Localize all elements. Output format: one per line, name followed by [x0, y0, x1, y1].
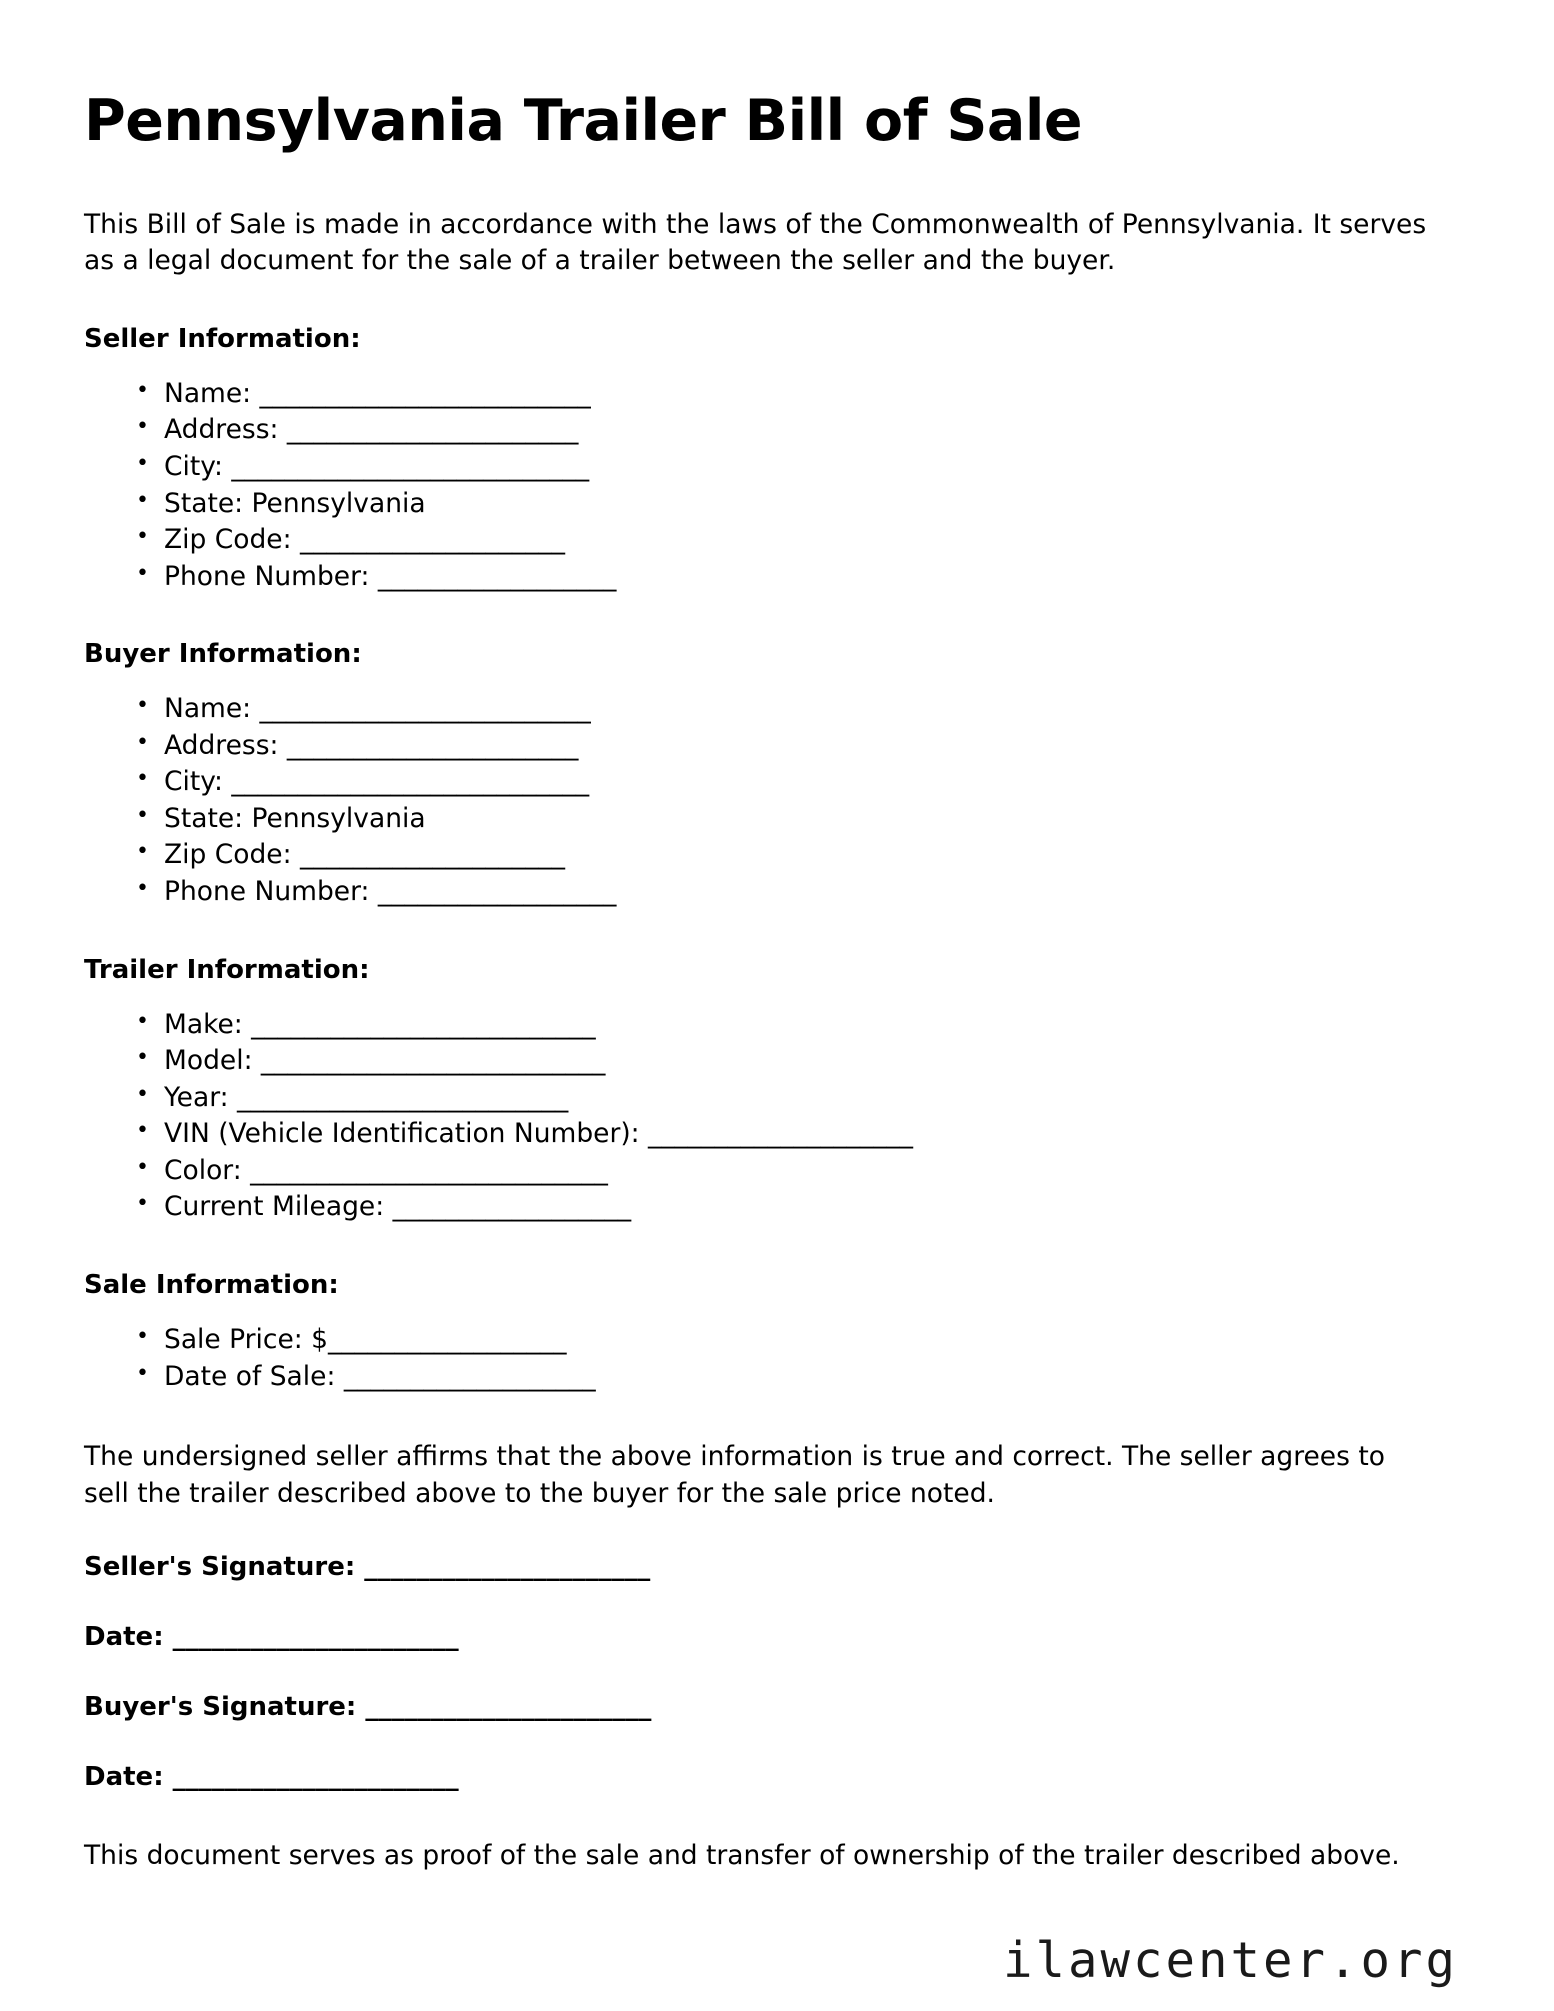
closing-paragraph: The undersigned seller affirms that the above information is true and correct. The seller agrees to sell the trailer described above to the buyer for the sale price noted. [84, 1441, 1385, 1509]
field-blank[interactable]: __________________ [392, 1191, 632, 1223]
list-item [130, 412, 1454, 449]
field-blank[interactable]: ____________________ [648, 1118, 914, 1150]
seller-information-heading: Seller Information: [84, 323, 361, 354]
intro-paragraph: This Bill of Sale is made in accordance with the laws of the Commonwealth of Pennsylvania. It serves as a legal document for the sale of a trailer between the seller and the buyer. [84, 208, 1427, 277]
list-item [130, 1007, 1454, 1044]
field-blank[interactable]: ___________________________ [231, 766, 590, 798]
field-label: Zip Code: [164, 839, 300, 871]
field-label: Phone Number: [164, 560, 378, 592]
field-label: State: Pennsylvania [164, 487, 426, 519]
field-label: Zip Code: [164, 524, 300, 556]
field-label: City: [164, 766, 232, 798]
list-item [130, 1322, 1454, 1359]
list-item [130, 1116, 1454, 1153]
field-label: Name: [164, 377, 260, 409]
list-item [130, 1080, 1454, 1117]
buyer-information-heading: Buyer Information: [84, 639, 362, 670]
field-blank[interactable]: __________________ [328, 1323, 567, 1355]
list-item [130, 874, 1454, 911]
trailer-information-heading: Trailer Information: [84, 954, 370, 985]
page-title: Pennsylvania Trailer Bill of Sale [84, 88, 1083, 154]
field-blank[interactable]: __________________ [377, 560, 617, 592]
list-item [130, 449, 1454, 486]
field-blank[interactable]: ____________________ [299, 524, 565, 556]
field-label: Date of Sale: [164, 1360, 344, 1392]
sale-information-heading: Sale Information: [84, 1269, 339, 1300]
field-blank[interactable]: __________________________ [260, 1045, 606, 1077]
field-label: Address: [164, 414, 287, 446]
list-item [130, 764, 1454, 801]
field-blank[interactable]: __________________ [377, 876, 617, 907]
buyer-field-list [84, 691, 1454, 910]
field-label: Make: [164, 1008, 252, 1040]
field-blank[interactable]: _________________________ [237, 1081, 569, 1113]
buyer-date-line [84, 1762, 1454, 1792]
signature-blank[interactable]: ______________________ [172, 1622, 459, 1653]
list-item [130, 522, 1454, 559]
field-label: VIN (Vehicle Identification Number): [164, 1118, 649, 1150]
field-label: Current Mileage: [164, 1191, 393, 1223]
field-label: Phone Number: [164, 876, 378, 907]
field-label: Year: [164, 1081, 237, 1113]
list-item [130, 837, 1454, 874]
seller-field-list [84, 376, 1454, 595]
signature-blank[interactable]: ______________________ [365, 1692, 652, 1723]
signature-label: Date: [84, 1622, 173, 1653]
field-label: Model: [164, 1045, 261, 1077]
list-item [130, 691, 1454, 728]
list-item [130, 376, 1454, 413]
seller-date-line [84, 1622, 1454, 1652]
list-item [130, 1153, 1454, 1190]
field-label: Sale Price: $ [164, 1323, 329, 1355]
field-blank[interactable]: ____________________ [299, 839, 565, 871]
list-item [130, 728, 1454, 765]
field-label: Color: [164, 1154, 251, 1186]
signature-label: Date: [84, 1762, 173, 1793]
field-label: Name: [164, 693, 260, 725]
field-blank[interactable]: ___________________ [343, 1360, 596, 1392]
signature-blank[interactable]: ______________________ [172, 1762, 459, 1793]
field-label: City: [164, 450, 232, 482]
site-watermark: ilawcenter.org [1002, 1932, 1458, 1989]
buyer-signature-line [84, 1692, 1454, 1722]
sale-field-list [84, 1322, 1454, 1395]
list-item [130, 1189, 1454, 1226]
field-blank[interactable]: ___________________________ [250, 1154, 608, 1186]
field-blank[interactable]: __________________________ [251, 1008, 596, 1040]
list-item [130, 486, 1454, 523]
field-label: State: Pennsylvania [164, 802, 426, 834]
list-item [130, 1359, 1454, 1396]
list-item [130, 559, 1454, 596]
list-item [130, 801, 1454, 838]
footer-paragraph: This document serves as proof of the sale and transfer of ownership of the trailer described above. [84, 1840, 1400, 1872]
trailer-field-list [84, 1007, 1454, 1226]
signature-label: Seller's Signature: [84, 1552, 365, 1583]
field-blank[interactable]: _________________________ [259, 377, 591, 409]
field-label: Address: [164, 729, 287, 761]
field-blank[interactable]: _________________________ [259, 693, 591, 725]
list-item [130, 1043, 1454, 1080]
field-blank[interactable]: ___________________________ [231, 450, 590, 482]
signature-blank[interactable]: ______________________ [364, 1552, 651, 1583]
seller-signature-line [84, 1552, 1454, 1582]
field-blank[interactable]: ______________________ [286, 729, 579, 761]
signature-label: Buyer's Signature: [84, 1692, 366, 1723]
field-blank[interactable]: ______________________ [286, 414, 579, 446]
